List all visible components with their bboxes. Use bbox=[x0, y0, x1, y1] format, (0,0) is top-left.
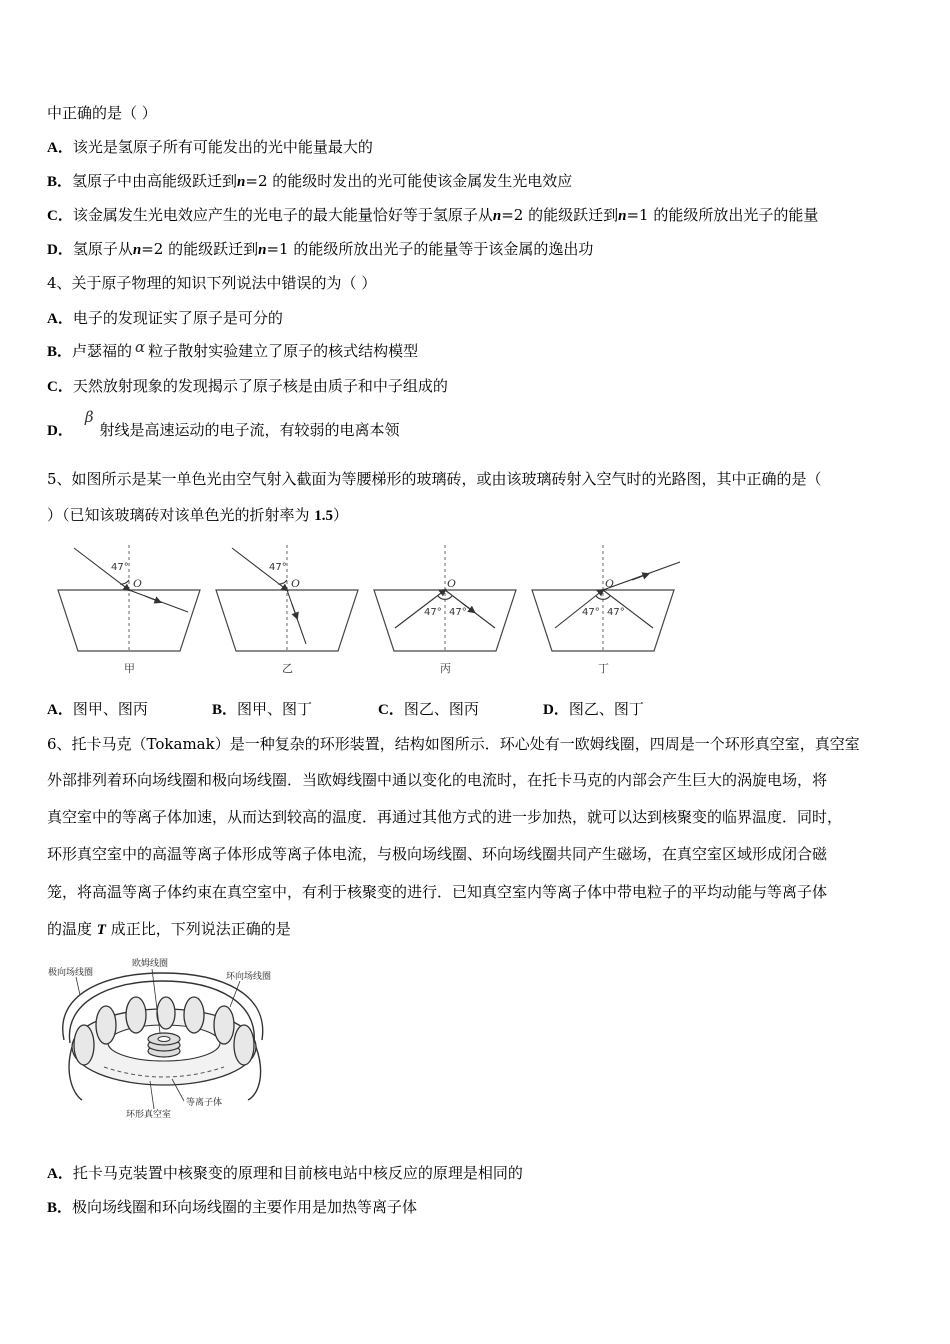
stem-text: ）（已知该玻璃砖对该单色光的折射率为 bbox=[47, 506, 315, 524]
q5-option-d[interactable] bbox=[543, 699, 644, 720]
option-letter: B． bbox=[47, 344, 73, 360]
point-o-label: O bbox=[291, 576, 300, 590]
option-text: 卢瑟福的 bbox=[72, 342, 133, 360]
variable-n: n bbox=[237, 174, 246, 190]
tokamak-figure bbox=[44, 955, 284, 1125]
angle-label: 47° bbox=[607, 607, 625, 618]
option-text: 天然放射现象的发现揭示了原子核是由质子和中子组成的 bbox=[72, 377, 448, 395]
option-text: 该光是氢原子所有可能发出的光中能量最大的 bbox=[72, 138, 373, 156]
q6-stem-line-5: 笼，将高温等离子体约束在真空室中，有利于核聚变的进行．已知真空室内等离子体中带电粒子的平均动能与等离子体 bbox=[47, 883, 828, 901]
option-letter: A． bbox=[47, 702, 73, 718]
variable-n: n bbox=[492, 208, 502, 224]
angle-label: 47° bbox=[111, 562, 129, 573]
option-text: 氢原子中由高能级跃迁到 bbox=[72, 172, 238, 190]
stem-text: ） bbox=[333, 506, 349, 524]
q3-stem-end: 中正确的是（ ） bbox=[47, 104, 157, 122]
light-path-diagrams bbox=[50, 540, 690, 680]
q6-stem-line-4: 环形真空室中的高温等离子体形成等离子体电流，与极向场线圈、环向场线圈共同产生磁场，在真空室区域形成闭合磁 bbox=[47, 845, 828, 863]
label-ohmic-coil: 欧姆线圈 bbox=[132, 959, 169, 969]
refractive-index: 1.5 bbox=[314, 508, 334, 524]
option-text: 电子的发现证实了原子是可分的 bbox=[72, 309, 283, 327]
option-text: 粒子散射实验建立了原子的核式结构模型 bbox=[148, 342, 419, 360]
q3-option-b[interactable] bbox=[47, 171, 572, 192]
angle-arc bbox=[120, 580, 129, 584]
option-letter: B． bbox=[47, 1200, 73, 1216]
option-text: 射线是高速运动的电子流，有较弱的电离本领 bbox=[99, 421, 400, 439]
q6-stem-line-3: 真空室中的等离子体加速，从而达到较高的温度．再通过其他方式的进一步加热，就可以达到核聚变的临界温度．同时， bbox=[47, 808, 843, 826]
angle-label: 47° bbox=[424, 607, 442, 618]
q4-option-a[interactable] bbox=[47, 308, 283, 329]
label-poloidal-coil: 极向场线圈 bbox=[48, 968, 94, 978]
option-text: =2 的能级跃迁到 bbox=[501, 206, 619, 224]
option-text: 极向场线圈和环向场线圈的主要作用是加热等离子体 bbox=[72, 1198, 418, 1216]
q6-stem-line-6 bbox=[47, 919, 291, 940]
option-text: =1 的能级所放出光子的能量 bbox=[626, 206, 819, 224]
q4-option-c[interactable] bbox=[47, 376, 448, 397]
ray-arrow bbox=[292, 604, 297, 618]
point-o-label: O bbox=[447, 576, 456, 590]
q4-option-b[interactable] bbox=[47, 338, 419, 362]
label-plasma: 等离子体 bbox=[186, 1098, 223, 1108]
option-letter: A． bbox=[47, 1166, 73, 1182]
q6-stem-line-1: 6、托卡马克（Tokamak）是一种复杂的环形装置，结构如图所示．环心处有一欧姆线圈，四周是一个环形真空室，真空室 bbox=[47, 735, 860, 753]
ray-arrow bbox=[632, 574, 648, 580]
alpha-symbol: α bbox=[135, 338, 146, 356]
option-text: 该金属发生光电效应产生的光电子的最大能量恰好等于氢原子从 bbox=[72, 206, 493, 224]
diagram-caption: 甲 bbox=[124, 662, 135, 675]
q5-stem-line-1: 5、如图所示是某一单色光由空气射入截面为等腰梯形的玻璃砖，或由该玻璃砖射入空气时的光路图，其中正确的是（ bbox=[47, 470, 822, 488]
diagram-jia bbox=[58, 545, 200, 675]
variable-t: T bbox=[96, 922, 106, 938]
option-text: 图乙、图丙 bbox=[403, 700, 479, 718]
diagram-bing bbox=[374, 545, 516, 675]
option-text: =1 的能级所放出光子的能量等于该金属的逸出功 bbox=[266, 240, 594, 258]
option-letter: C． bbox=[47, 379, 73, 395]
diagram-caption: 丁 bbox=[598, 662, 609, 675]
ohmic-coil bbox=[148, 1033, 180, 1057]
q6-stem-line-2: 外部排列着环向场线圈和极向场线圈．当欧姆线圈中通以变化的电流时，在托卡马克的内部会产生巨大的涡旋电场，将 bbox=[47, 771, 828, 789]
variable-n: n bbox=[258, 242, 267, 258]
q5-stem-line-2 bbox=[47, 505, 348, 526]
angle-label: 47° bbox=[582, 607, 600, 618]
q3-option-d[interactable] bbox=[47, 239, 593, 260]
leader-line bbox=[76, 977, 80, 995]
option-letter: A． bbox=[47, 140, 73, 156]
q5-option-b[interactable] bbox=[212, 699, 312, 720]
option-letter: D． bbox=[543, 702, 569, 718]
angle-label: 47° bbox=[449, 607, 467, 618]
option-text: 氢原子从 bbox=[72, 240, 133, 258]
option-letter: D． bbox=[47, 423, 73, 439]
q3-option-c[interactable] bbox=[47, 205, 818, 226]
option-letter: D． bbox=[47, 242, 73, 258]
option-text: 图甲、图丁 bbox=[237, 700, 313, 718]
diagram-caption: 丙 bbox=[440, 662, 451, 675]
q6-option-b[interactable] bbox=[47, 1197, 417, 1218]
beta-symbol: β bbox=[84, 408, 94, 426]
ray-arrow bbox=[145, 596, 160, 602]
diagram-caption: 乙 bbox=[282, 662, 293, 675]
q5-option-a[interactable] bbox=[47, 699, 148, 720]
q5-option-c[interactable] bbox=[378, 699, 479, 720]
point-o-label: O bbox=[605, 576, 614, 590]
q3-option-a[interactable] bbox=[47, 137, 373, 158]
variable-n: n bbox=[132, 242, 142, 258]
option-letter: C． bbox=[378, 702, 404, 718]
q6-option-a[interactable] bbox=[47, 1163, 523, 1184]
stem-text: 成正比，下列说法正确的是 bbox=[105, 920, 291, 938]
option-text: 图乙、图丁 bbox=[568, 700, 644, 718]
diagram-ding bbox=[532, 545, 680, 675]
option-text: =2 的能级时发出的光可能使该金属发生光电效应 bbox=[245, 172, 573, 190]
point-o-label: O bbox=[133, 576, 142, 590]
angle-arc bbox=[596, 596, 610, 599]
angle-label: 47° bbox=[269, 562, 287, 573]
option-text: 图甲、图丙 bbox=[72, 700, 148, 718]
option-letter: A． bbox=[47, 311, 73, 327]
label-toroidal-coil: 环向场线圈 bbox=[226, 972, 272, 982]
option-text: 托卡马克装置中核聚变的原理和目前核电站中核反应的原理是相同的 bbox=[72, 1164, 523, 1182]
option-letter: B． bbox=[47, 174, 73, 190]
diagram-yi bbox=[216, 545, 358, 675]
option-text: =2 的能级跃迁到 bbox=[141, 240, 259, 258]
stem-text: 的温度 bbox=[47, 920, 97, 938]
option-letter: C． bbox=[47, 208, 73, 224]
label-vacuum-chamber: 环形真空室 bbox=[126, 1110, 172, 1120]
option-letter: B． bbox=[212, 702, 238, 718]
angle-arc bbox=[438, 596, 452, 599]
angle-arc bbox=[278, 580, 287, 584]
variable-n: n bbox=[618, 208, 627, 224]
q4-stem: 4、关于原子物理的知识下列说法中错误的为（ ） bbox=[47, 274, 377, 292]
q4-option-d[interactable] bbox=[47, 408, 400, 441]
